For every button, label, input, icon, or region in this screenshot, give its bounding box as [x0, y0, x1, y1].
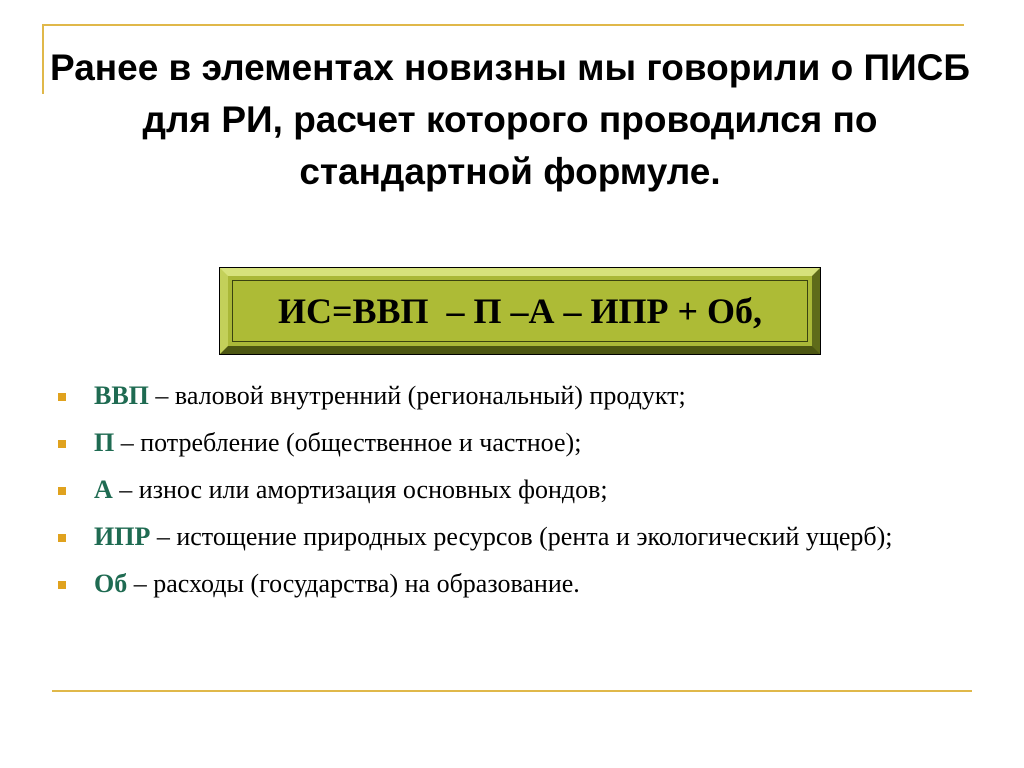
formula-box	[220, 268, 820, 354]
definition-text: – расходы (государства) на образование.	[127, 569, 580, 598]
definition-list	[56, 380, 968, 615]
left-rule	[42, 24, 44, 94]
definition-term: ВВП	[94, 381, 149, 410]
bullet-square-icon	[58, 581, 66, 589]
bullet-square-icon	[58, 487, 66, 495]
bullet-square-icon	[58, 440, 66, 448]
definition-item	[56, 474, 968, 506]
definition-term: А	[94, 475, 113, 504]
definition-text: – истощение природных ресурсов (рента и экологический ущерб);	[150, 522, 893, 551]
top-rule	[42, 24, 964, 26]
formula-text: ИС=ВВП – П –А – ИПР + Об,	[232, 280, 808, 342]
bottom-rule	[52, 690, 972, 692]
definition-item	[56, 568, 968, 600]
definition-text: – потребление (общественное и частное);	[114, 428, 582, 457]
bullet-square-icon	[58, 393, 66, 401]
definition-item	[56, 380, 968, 412]
definition-term: Об	[94, 569, 128, 598]
definition-text: – износ или амортизация основных фондов;	[112, 475, 608, 504]
slide-title: Ранее в элементах новизны мы говорили о ПИСБ для РИ, расчет которого проводился по стандартной формуле.	[50, 47, 970, 192]
definition-item	[56, 427, 968, 459]
definition-item	[56, 521, 968, 553]
definition-term: П	[94, 428, 115, 457]
definition-term: ИПР	[94, 522, 151, 551]
definition-text: – валовой внутренний (региональный) продукт;	[148, 381, 686, 410]
bullet-square-icon	[58, 534, 66, 542]
